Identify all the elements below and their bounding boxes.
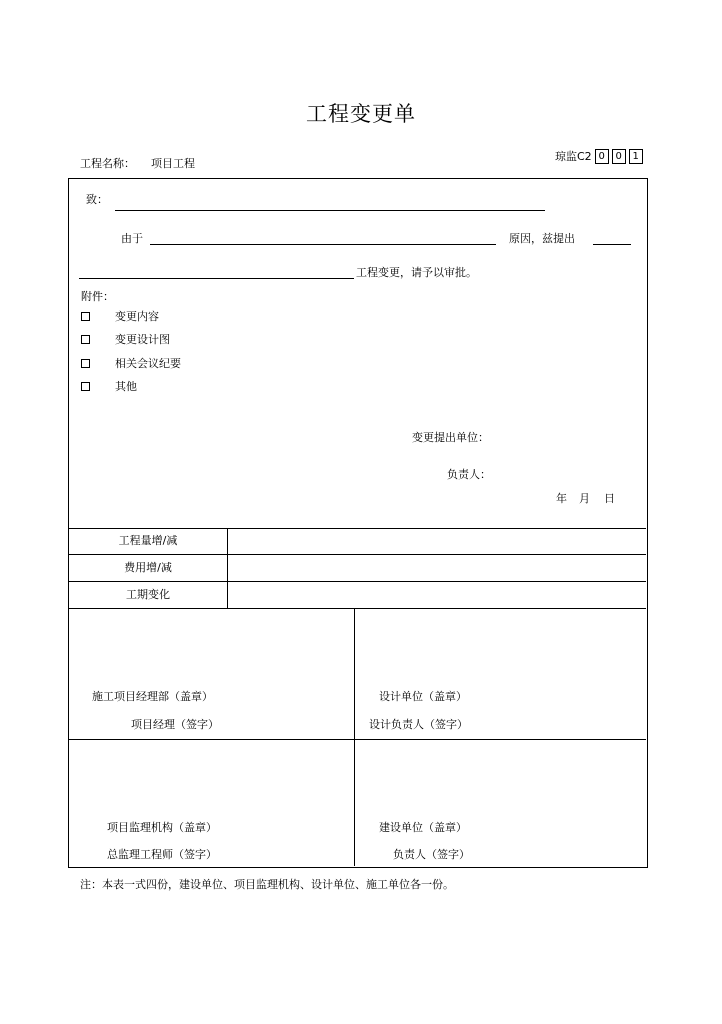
- attachment-label-1: 变更内容: [115, 310, 159, 323]
- project-name-value[interactable]: 项目工程: [151, 157, 195, 170]
- change-item-field[interactable]: [79, 278, 354, 279]
- design-unit-label: 设计单位（盖章）: [379, 690, 467, 703]
- row-label-cost: 费用增/减: [124, 561, 172, 574]
- code-digit-2: 0: [612, 149, 626, 164]
- attachment-label-2: 变更设计图: [115, 333, 170, 346]
- design-responsible-label: 设计负责人（签字）: [369, 718, 468, 731]
- divider-signatures-middle: [69, 739, 646, 740]
- row-value-quantity[interactable]: [228, 529, 646, 554]
- code-digit-3: 1: [629, 149, 643, 164]
- attachment-label-4: 其他: [115, 380, 137, 393]
- attachment-checkbox-2[interactable]: [81, 335, 90, 344]
- row-value-cost[interactable]: [228, 555, 646, 581]
- divider-signatures-top: [69, 608, 646, 609]
- form-table: [68, 178, 648, 868]
- project-manager-label: 项目经理（签字）: [131, 718, 219, 731]
- date-month: 月: [579, 492, 590, 505]
- attachment-checkbox-1[interactable]: [81, 312, 90, 321]
- attachment-checkbox-3[interactable]: [81, 359, 90, 368]
- attachments-label: 附件：: [81, 290, 114, 303]
- attachment-label-3: 相关会议纪要: [115, 357, 181, 370]
- chief-supervisor-label: 总监理工程师（签字）: [107, 848, 217, 861]
- form-code: [555, 149, 643, 164]
- code-digit-1: 0: [595, 149, 609, 164]
- responsible-label: 负责人：: [447, 468, 491, 481]
- due-to-label: 由于: [121, 232, 143, 245]
- supervision-org-label: 项目监理机构（盖章）: [107, 821, 217, 834]
- page-title: 工程变更单: [306, 102, 416, 126]
- proposer-unit-label: 变更提出单位：: [412, 431, 489, 444]
- construction-dept-label: 施工项目经理部（盖章）: [92, 690, 213, 703]
- date-day: 日: [604, 492, 615, 505]
- owner-unit-label: 建设单位（盖章）: [379, 821, 467, 834]
- attachment-checkbox-4[interactable]: [81, 382, 90, 391]
- owner-responsible-label: 负责人（签字）: [393, 848, 470, 861]
- project-name-label: 工程名称：: [80, 157, 135, 170]
- row-label-schedule: 工期变化: [126, 588, 170, 601]
- date-year: 年: [556, 492, 567, 505]
- divider-signatures-vertical: [354, 608, 355, 866]
- to-label: 致：: [86, 193, 108, 206]
- footnote: 注：本表一式四份，建设单位、项目监理机构、设计单位、施工单位各一份。: [80, 878, 454, 891]
- to-recipient-field[interactable]: [115, 210, 545, 211]
- approve-text: 工程变更，请予以审批。: [356, 266, 477, 279]
- row-label-quantity: 工程量增/减: [118, 534, 178, 547]
- code-prefix: 琼监C2: [555, 149, 592, 163]
- row-value-schedule[interactable]: [228, 582, 646, 608]
- proposal-field[interactable]: [593, 244, 631, 245]
- due-to-field[interactable]: [150, 244, 496, 245]
- reason-text: 原因，兹提出: [509, 232, 575, 245]
